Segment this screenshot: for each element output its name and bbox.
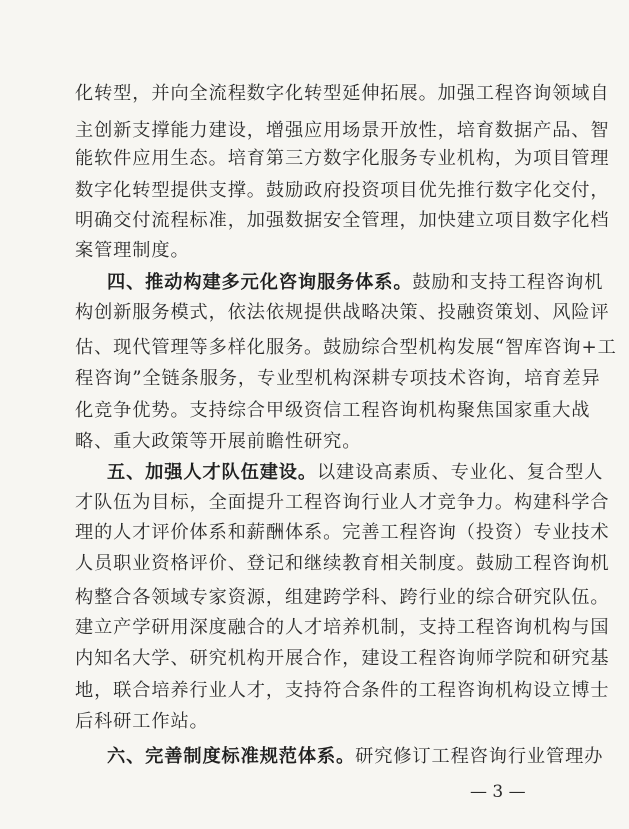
body-line: 略、重大政策等开展前瞻性研究。 bbox=[75, 431, 362, 452]
body-line: 内知名大学、研究机构开展合作，建设工程咨询师学院和研究基 bbox=[75, 648, 610, 669]
body-line: 数字化转型提供支撑。鼓励政府投资项目优先推行数字化交付， bbox=[75, 180, 610, 201]
body-line: 理的人才评价体系和薪酬体系。完善工程咨询（投资）专业技术 bbox=[75, 522, 610, 543]
body-text: 研究修订工程咨询行业管理办 bbox=[355, 746, 604, 767]
body-line: 估、现代管理等多样化服务。鼓励综合型机构发展“智库咨询+工 bbox=[75, 337, 617, 358]
body-line: 主创新支撑能力建设，增强应用场景开放性，培育数据产品、智 bbox=[75, 120, 610, 141]
body-line: 能软件应用生态。培育第三方数字化服务专业机构，为项目管理 bbox=[75, 148, 610, 169]
page-number: — 3 — bbox=[470, 782, 526, 802]
body-line: 地，联合培养行业人才，支持符合条件的工程咨询机构设立博士 bbox=[75, 680, 610, 701]
body-line: 人员职业资格评价、登记和继续教育相关制度。鼓励工程咨询机 bbox=[75, 553, 610, 574]
body-line: 化竞争优势。支持综合甲级资信工程咨询机构聚焦国家重大战 bbox=[75, 400, 591, 421]
body-line: 明确交付流程标准，加强数据安全管理，加快建立项目数字化档 bbox=[75, 210, 610, 231]
body-line: 构创新服务模式，依法依规提供战略决策、投融资策划、风险评 bbox=[75, 302, 610, 323]
body-line: 后科研工作站。 bbox=[75, 711, 209, 732]
section-heading: 六、完善制度标准规范体系。 bbox=[107, 746, 356, 767]
section-6-first-line bbox=[107, 746, 604, 768]
section-heading: 五、加强人才队伍建设。 bbox=[107, 462, 317, 483]
section-4-first-line bbox=[107, 272, 604, 294]
body-text: 以建设高素质、专业化、复合型人 bbox=[316, 462, 604, 483]
body-line: 建立产学研用深度融合的人才培养机制，支持工程咨询机构与国 bbox=[75, 617, 610, 638]
body-line: 案管理制度。 bbox=[75, 240, 190, 261]
section-5-first-line bbox=[107, 462, 604, 484]
section-heading: 四、推动构建多元化咨询服务体系。 bbox=[107, 272, 413, 293]
body-line: 构整合各领域专家资源，组建跨学科、跨行业的综合研究队伍。 bbox=[75, 587, 610, 608]
body-line: 化转型，并向全流程数字化转型延伸拓展。加强工程咨询领域自 bbox=[75, 83, 610, 104]
body-line: 才队伍为目标，全面提升工程咨询行业人才竞争力。构建科学合 bbox=[75, 492, 610, 513]
body-line: 程咨询”全链条服务，专业型机构深耕专项技术咨询，培育差异 bbox=[75, 368, 601, 389]
body-text: 鼓励和支持工程咨询机 bbox=[412, 272, 604, 293]
